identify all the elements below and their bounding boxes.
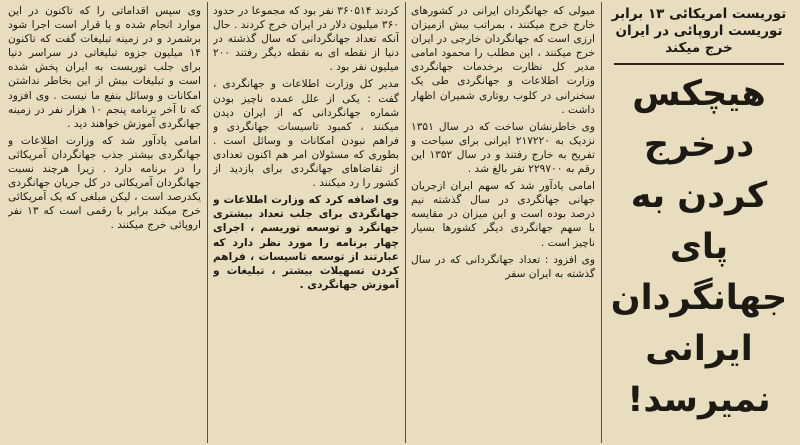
paragraph: وی افزود : تعداد جهانگردانی که در سال گذشته به ایران سفر — [411, 253, 595, 280]
paragraph: امامی یادآور شد که سهم ایران ازجریان جهانی جهانگردی در سال گذشته نیم درصد بوده است و این میزان در مقایسه با سهم جهانگردی دیگر کشورها بسیار ناچیز است . — [411, 180, 595, 249]
paragraph: مدیر کل وزارت اطلاعات و جهانگردی ، گفت : یکی از علل عمده ناچیز بودن شماره جهانگردانی که از ایران دیدن میکنند ، کمبود تاسیسات جهانگردی و فراهم نبودن امکانات و وسائل است . بطوری که مسئولان امر هم اکنون تعدادی از تقاضاهای جهانگردی برای بازدید از کشور را رد میکنند . — [213, 78, 399, 190]
paragraph: امامی یادآور شد که وزارت اطلاعات و جهانگردی بیشتر جذب جهانگردان آمریکائی را در برنامه دارد . زیرا هرچند نسبت جهانگردان آمریکائی در کل جریان جهانگردی یکدرصد است ، لیکن مبلغی که یک آمریکائی خرج میکند برابر با رقمی است که ۱۳ نفر اروپائی خرج میکنند . — [8, 134, 201, 232]
column-divider — [207, 2, 208, 443]
headline-column — [604, 2, 794, 443]
kicker-headline: توریست امریکائی ۱۳ برابر توریست اروپائی در ایران خرج میکند — [611, 6, 787, 56]
paragraph-bold: وی اضافه کرد که وزارت اطلاعات و جهانگردی برای جلب تعداد بیشتری جهانگرد و توسعه توریسم ، اجرای چهار برنامه را مورد نظر دارد که عبارتند از توسعه تاسیسات ، فراهم کردن تسهیلات بیشتر ، تبلیغات و آموزش جهانگردی . — [213, 194, 399, 291]
paragraph: وی خاطرنشان ساخت که در سال ۱۳۵۱ نزدیک به ۲۱۷۲۲۰ ایرانی برای سیاحت و تفریح به خارج رفتند و در سال ۱۳۵۲ این رقم به ۲۲۹۷۰۰ نفر بالغ شد . — [411, 120, 595, 176]
column-divider — [405, 2, 406, 443]
main-headline: هیچکس درخرج کردن به پای جهانگردان ایرانی نمیرسد! — [610, 74, 788, 420]
paragraph: کردند ۳۶۰۵۱۴ نفر بود که مجموعا در حدود ۳۶۰ میلیون دلار در ایران خرج کردند . حال آنکه تعداد جهانگردانی که سال گذشته در دنیا از نقطه ای به نقطه دیگر رفتند ۲۰۰ میلیون نفر بود . — [213, 5, 399, 74]
column-divider — [601, 2, 602, 443]
kicker-divider — [614, 63, 784, 65]
article-column-2 — [213, 4, 399, 441]
article-column-3 — [8, 4, 201, 441]
paragraph: وی سپس اقداماتی را که تاکنون در این موارد انجام شده و یا قرار است اجرا شود برشمرد و در زمینه تبلیغات گفت که تاکنون ۱۴ میلیون جزوه تبلیغاتی در سراسر دنیا برای جلب توریست به ایران پخش شده است و تبلیغات بیش از این بخاطر نداشتن امکانات و وسائل بنفع ما نیست . وی افزود که تا آخر برنامه پنجم ۱۰ هزار نفر در زمینه جهانگردی آموزش خواهند دید . — [8, 5, 201, 130]
paragraph: میولی که جهانگردان ایرانی در کشورهای خارج خرج میکنند ، بمراتب بیش ازمیزان ارزی است که جهانگردان خارجی در ایران خرج میکنند ، این مطلب را محمود امامی مدیر کل نظارت برخدمات جهانگردی وزارت اطلاعات و جهانگردی طی یک سخنرانی در کلوب روتاری شمیران اظهار داشت . — [411, 5, 595, 116]
article-column-1 — [411, 4, 595, 441]
